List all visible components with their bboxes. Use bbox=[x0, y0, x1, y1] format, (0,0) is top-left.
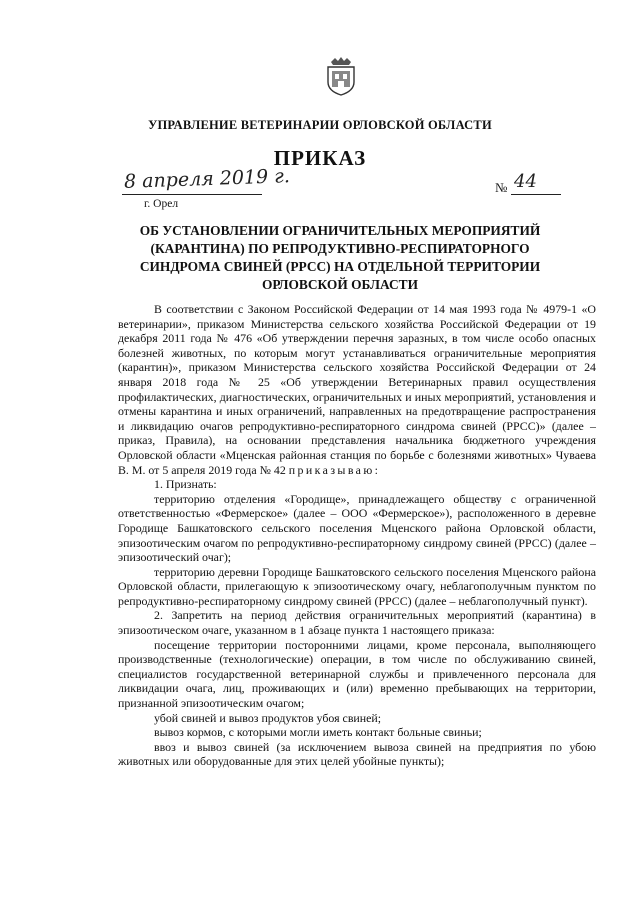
document-body bbox=[118, 302, 596, 769]
city: г. Орел bbox=[144, 198, 179, 210]
order-word: приказываю: bbox=[288, 462, 381, 477]
organization-name: УПРАВЛЕНИЕ ВЕТЕРИНАРИИ ОРЛОВСКОЙ ОБЛАСТИ bbox=[148, 118, 492, 132]
handwritten-number: 44 bbox=[514, 171, 537, 192]
title-line: ОРЛОВСКОЙ ОБЛАСТИ bbox=[261, 277, 419, 292]
preamble-paragraph bbox=[118, 302, 596, 477]
paragraph: территорию деревни Городище Башкатовского сельского поселения Мценского района Орловской области, прилегающую к эпизоотическому очагу, неблагополучным пунктом по репродуктивно-респираторному синдрому свиней (РРСС) (далее – неблагополучный пункт). bbox=[118, 564, 596, 608]
paragraph: посещение территории посторонними лицами, кроме персонала, выполняющего производственные (технологические) операции, в том числе по обслуживанию свиней, специалистов государственной ветеринарной службы и привлеченного персонала для ликвидации очага, лиц, проживающих и (или) временно пребывающих на территории, признанной эпизоотическим очагом; bbox=[118, 637, 596, 711]
paragraph: ввоз и вывоз свиней (за исключением вывоза свиней на предприятия по убою животных или оборудованные для этих целей убойные пункты); bbox=[118, 739, 596, 769]
title-line: СИНДРОМА СВИНЕЙ (РРСС) НА ОТДЕЛЬНОЙ ТЕРРИТОРИИ bbox=[139, 259, 541, 274]
paragraph: 1. Признать: bbox=[154, 477, 217, 492]
paragraph: вывоз кормов, с которыми могли иметь контакт больные свиньи; bbox=[154, 725, 482, 740]
paragraph: 2. Запретить на период действия ограничительных мероприятий (карантина) в эпизоотическом очаге, указанном в 1 абзаце пункта 1 настоящего приказа: bbox=[118, 608, 596, 638]
coat-of-arms-icon bbox=[325, 56, 357, 96]
title-line: ОБ УСТАНОВЛЕНИИ ОГРАНИЧИТЕЛЬНЫХ МЕРОПРИЯТИЙ bbox=[139, 223, 541, 238]
paragraph: территорию отделения «Городище», принадлежащего обществу с ограниченной ответственностью «Фермерское» (далее – ООО «Фермерское»), расположенного в деревне Городище Башкатовского сельского поселения Мценского района Орловской области, эпизоотическим очагом по репродуктивно-респираторному синдрому свиней (РРСС) (далее – эпизоотический очаг); bbox=[118, 491, 596, 565]
handwritten-date: 8 апреля 2019 г. bbox=[123, 165, 291, 193]
number-underline bbox=[511, 194, 561, 195]
document-type: ПРИКАЗ bbox=[273, 146, 367, 170]
title-line: (КАРАНТИНА) ПО РЕПРОДУКТИВНО-РЕСПИРАТОРНОГО bbox=[150, 241, 530, 256]
preamble-text: В соответствии с Законом Российской Федерации от 14 мая 1993 года № 4979-1 «О ветеринарии», приказом Министерства сельского хозяйства Российской Федерации от 19 декабря 2011 года № 476 «Об утверждении перечня заразных, в том числе особо опасных болезней животных, по которым могут устанавливаться ограничительные мероприятия (карантин)», приказом Министерства сельского хозяйства Российской Федерации от 24 января 2018 года № 25 «Об утверждении Ветеринарных правил осуществления профилактических, диагностических, ограничительных и иных мероприятий, установления и отмены карантина и иных ограничений, направленных на предотвращение распространения и ликвидацию очагов репродуктивно-респираторного синдрома свиней (РРСС)» (далее – приказ, Правила), на основании представления начальника бюджетного учреждения Орловской области «Мценская районная станция по борьбе с болезнями животных» Чуваева В. М. от 5 апреля 2019 года № 42 bbox=[118, 302, 596, 477]
paragraph: убой свиней и вывоз продуктов убоя свиней; bbox=[154, 710, 382, 725]
document-title bbox=[100, 222, 580, 294]
number-label: № bbox=[495, 180, 508, 195]
date-underline bbox=[122, 194, 262, 195]
